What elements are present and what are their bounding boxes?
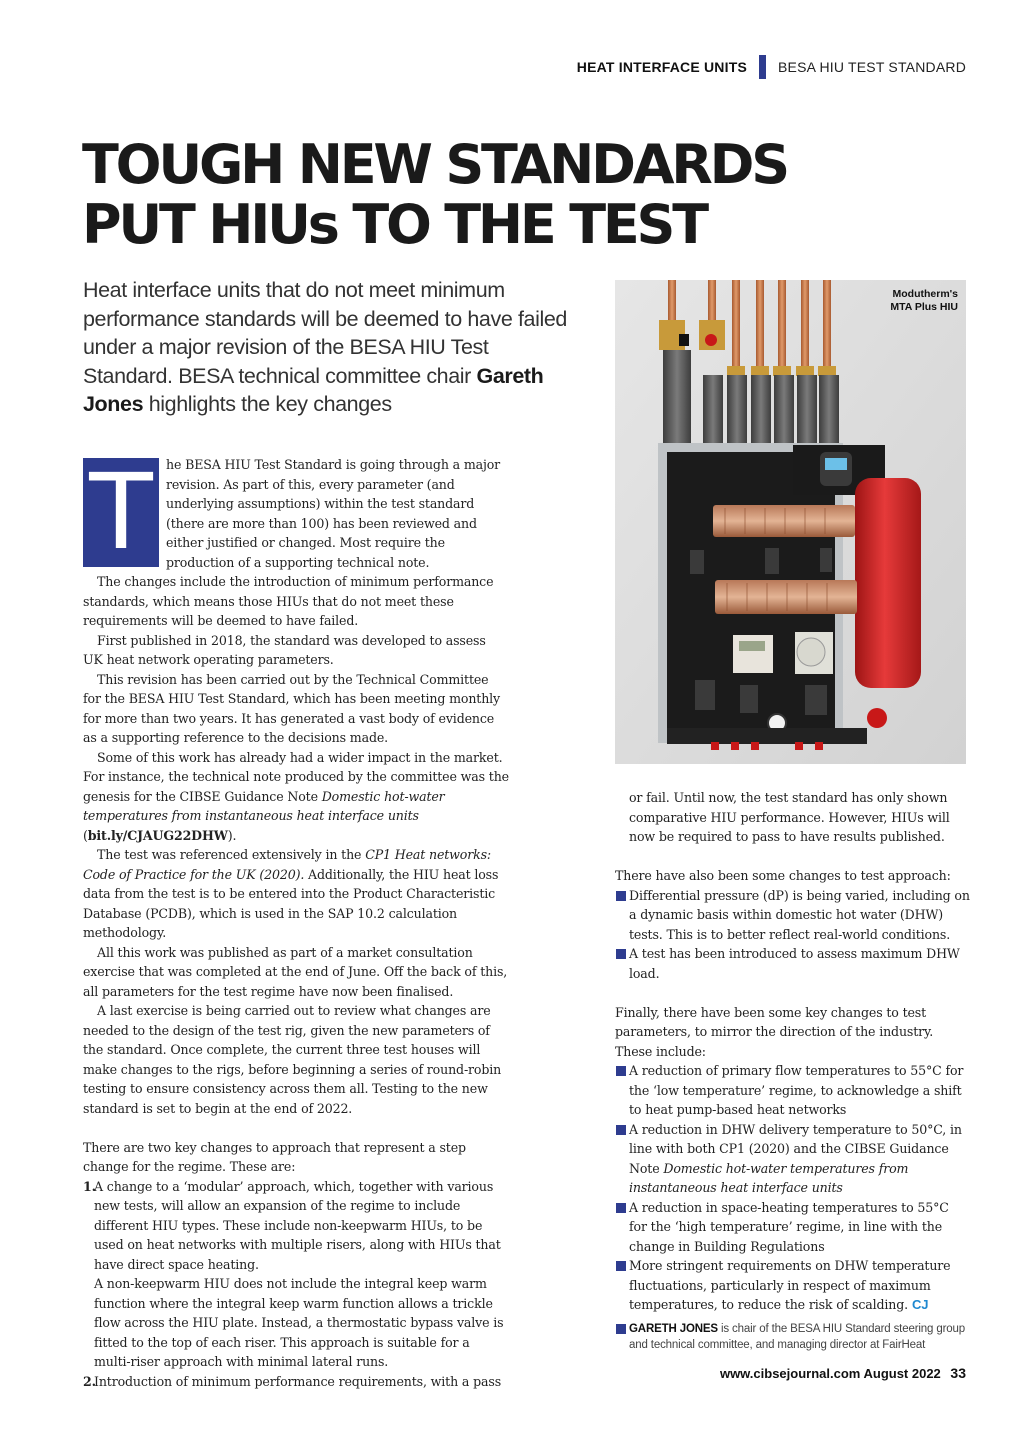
page-number: 33 [950, 1365, 966, 1381]
body-column-right [615, 788, 970, 1353]
item-subparagraph: A non-keepwarm HIU does not include the integral keep warm function where the integral keep warm function allows a trickle flow across the HIU plate. Instead, a thermostatic bypass valve is fitted to the top of each riser. This approach is suitable for a multi-riser approach with minimal lateral runs. [94, 1276, 504, 1369]
expansion-vessel [855, 478, 921, 688]
paragraph: All this work was published as part of a market consultation exercise that was completed at the end of June. Off the back of this, all parameters for the test regime have now been finalised. [83, 944, 508, 999]
cited-title: CP1 Heat networks: Code of Practice for the UK (2020). [83, 847, 491, 882]
drop-cap: T [83, 458, 159, 567]
bullet-square [616, 1203, 626, 1213]
photo-caption-line-1: Modutherm's [892, 288, 958, 300]
section-divider [759, 55, 766, 79]
bullet-text: A test has been introduced to assess maximum DHW load. [629, 946, 960, 981]
standfirst [83, 276, 583, 419]
bullet-square [616, 949, 626, 959]
spacer [83, 1118, 509, 1138]
bullet-item [615, 1120, 970, 1198]
paragraph: First published in 2018, the standard was developed to assess UK heat network operating parameters. [83, 632, 486, 667]
short-link[interactable]: bit.ly/CJAUG22DHW [87, 827, 228, 843]
paragraph: or fail. Until now, the test standard has only shown comparative HIU performance. However, HIUs will now be required to pass to have results published. [629, 790, 950, 844]
section-label: HEAT INTERFACE UNITS [576, 59, 747, 75]
paragraph [83, 845, 509, 943]
bio-name: GARETH JONES [629, 1322, 718, 1335]
spacer [615, 847, 970, 867]
body-column-left [83, 451, 509, 1391]
paragraph: A last exercise is being carried out to review what changes are needed to the design of the test rig, given the new parameters of the standard. Once complete, the current three test houses will make changes to the rigs, before beginning a series of round-robin testing to ensure consistency across them all. Testing to the new standard is set to begin at the end of 2022. [83, 1003, 502, 1116]
hiu-illustration [615, 280, 966, 764]
bullet-text: Differential pressure (dP) is being varied, including on a dynamic basis within domestic hot water (DHW) tests. This is to better reflect real-world conditions. [629, 887, 970, 942]
page-footer [720, 1365, 966, 1381]
bullet-square [616, 1066, 626, 1076]
bullet-text: More stringent requirements on DHW temperature fluctuations, particularly in respect of maximum temperatures, to reduce the risk of scalding. [629, 1258, 951, 1312]
standfirst-text: Heat interface units that do not meet minimum performance standards will be deemed to have failed under a major revision of the BESA HIU Test Standard. BESA technical committee chair [83, 278, 567, 388]
headline-line-2: PUT HIUs TO THE TEST [82, 193, 706, 256]
paragraph: There have also been some changes to test approach: [615, 868, 951, 883]
bullet-item [615, 1061, 970, 1120]
standfirst-tail: highlights the key changes [143, 392, 392, 417]
paragraph-text: The test was referenced extensively in the [97, 847, 366, 862]
issue-date: August 2022 [863, 1366, 941, 1381]
paragraph-text: ( [83, 827, 88, 843]
paragraph: The changes include the introduction of minimum performance standards, which means those HIUs that do not meet these requirements will be deemed to have failed. [83, 574, 494, 628]
plate-heat-exchanger-1 [713, 505, 855, 537]
paragraph: There are two key changes to approach that represent a step change for the regime. These are: [83, 1139, 466, 1174]
cited-title: Domestic hot-water temperatures from instantaneous heat interface units [629, 1160, 909, 1195]
item-text: A change to a ‘modular’ approach, which, together with various new tests, will allow an expansion of the regime to include different HIU types. These include non-keepwarm HIUs, to be used on heat networks with multiple risers, along with HIUs that have direct space heating. [94, 1178, 501, 1272]
paragraph: This revision has been carried out by the Technical Committee for the BESA HIU Test Standard, which has been meeting monthly for more than two years. It has generated a vast body of evidence as a supporting reference to the decisions made. [83, 671, 501, 745]
bullet-text: A reduction in DHW delivery temperature to 50°C, in line with both CP1 (2020) and the CIBSE Guidance Note [629, 1121, 962, 1176]
running-head [577, 55, 966, 79]
author-bio [615, 1321, 970, 1353]
bullet-square [616, 1261, 626, 1271]
paragraph-text: ). [227, 827, 237, 843]
heat-meter [733, 635, 773, 673]
photo-caption [890, 288, 958, 314]
bullet-square [616, 1125, 626, 1135]
photo-caption-line-2: MTA Plus HIU [890, 301, 958, 313]
bullet-item [615, 1256, 970, 1315]
item-number: 2. [83, 1373, 96, 1389]
bullet-square [616, 891, 626, 901]
sign-off: CJ [912, 1297, 929, 1312]
journal-url[interactable]: www.cibsejournal.com [719, 1366, 861, 1381]
item-text: Introduction of minimum performance requirements, with a pass [94, 1373, 502, 1389]
paragraph-text: Additionally, the HIU heat loss data from the test is to be entered into the Product Characteristic Database (PCDB), which is used in the SAP 10.2 calculation methodology. [83, 866, 499, 940]
standfirst-author: Gareth Jones [83, 363, 544, 417]
topic-label: BESA HIU TEST STANDARD [778, 59, 966, 75]
spacer [615, 983, 970, 1003]
product-photo [615, 280, 966, 764]
bullet-text: A reduction in space-heating temperatures to 55°C for the ‘high temperature’ regime, in line with the change in Building Regulations [629, 1199, 949, 1254]
bullet-item [615, 886, 970, 945]
paragraph-text: Some of this work has already had a wider impact in the market. For instance, the technical note produced by the committee was the genesis for the CIBSE Guidance Note [83, 749, 509, 804]
plate-heat-exchanger-2 [715, 580, 857, 614]
paragraph: he BESA HIU Test Standard is going through a major revision. As part of this, every parameter (and underlying assumptions) within the test standard (there are more than 100) has been reviewed and either justified or changed. Most require the production of a supporting technical note. [166, 457, 501, 570]
numbered-item [83, 1177, 509, 1372]
paragraph [83, 748, 509, 846]
numbered-item [83, 1372, 509, 1392]
cited-title: Domestic hot-water temperatures from instantaneous heat interface units [83, 788, 445, 823]
article-headline [82, 135, 962, 255]
paragraph: Finally, there have been some key changes to test parameters, to mirror the direction of the industry. These include: [615, 1004, 934, 1059]
bullet-text: A reduction of primary flow temperatures to 55°C for the ‘low temperature’ regime, to acknowledge a shift to heat pump-based heat networks [629, 1063, 964, 1117]
item-number: 1. [83, 1178, 96, 1194]
headline-line-1: TOUGH NEW STANDARDS [82, 133, 787, 196]
display-screen [825, 458, 847, 470]
bullet-item [615, 1198, 970, 1257]
bullet-item [615, 944, 970, 983]
opening-paragraph [83, 451, 509, 573]
bio-text: is chair of the BESA HIU Standard steering group and technical committee, and managing director at FairHeat [629, 1322, 966, 1351]
bullet-square [616, 1324, 626, 1334]
